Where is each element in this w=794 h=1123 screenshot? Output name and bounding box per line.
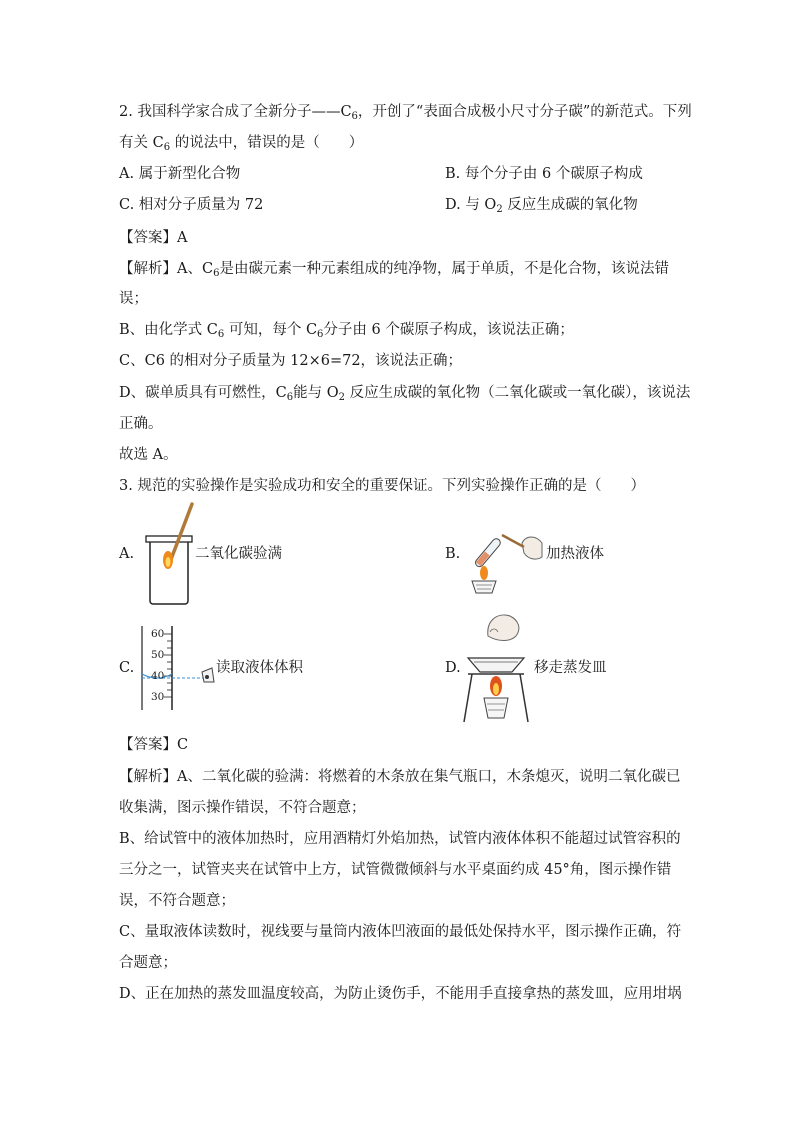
q3-explanation-line-4: 三分之一，试管夹夹在试管中上方，试管微微倾斜与水平桌面约成 45°角，图示操作错 [119, 862, 672, 878]
q3-figure-a-letter: A. [119, 546, 135, 562]
q3-figure-d-label: 移走蒸发皿 [534, 660, 607, 676]
q3-answer: 【答案】C [119, 737, 189, 753]
q3-explanation-line-8: D、正在加热的蒸发皿温度较高，为防止烫伤手，不能用手直接拿热的蒸发皿，应用坩埚 [119, 986, 682, 1002]
q2-option-b: B. 每个分子由 6 个碳原子构成 [445, 166, 643, 182]
q3-explanation-line-7: 合题意； [119, 955, 177, 971]
q3-stem: 3. 规范的实验操作是实验成功和安全的重要保证。下列实验操作正确的是（ ） [119, 478, 645, 494]
q2-explanation-line-5: D、碳单质具有可燃性，$C_6$能与 $O_2$ 反应生成碳的氧化物（二氧化碳或一氧化碳），该说法 [119, 385, 691, 403]
q2-option-d: D. 与 $O_2$ 反应生成碳的氧化物 [445, 197, 638, 215]
q2-option-c: C. 相对分子质量为 72 [119, 197, 264, 213]
q2-explanation-line-1: 【解析】A、$C_6$是由碳元素一种元素组成的纯净物，属于单质，不是化合物，该说法错 [119, 261, 669, 279]
gas-bottle-with-burning-stick-figure [140, 500, 200, 608]
q2-answer: 【答案】A [119, 230, 188, 246]
q3-figure-c-letter: C. [119, 660, 135, 676]
q3-explanation-line-5: 误，不符合题意； [119, 893, 235, 909]
test-tube-heating-figure [462, 515, 544, 595]
q2-explanation-line-2: 误； [119, 291, 148, 307]
q2-choose: 故选 A。 [119, 447, 178, 463]
q2-explanation-line-3: B、由化学式 $C_6$ 可知，每个 $C_6$分子由 6 个碳原子构成，该说法正确； [119, 322, 574, 340]
q3-figure-c-label: 读取液体体积 [216, 660, 303, 676]
evaporating-dish-on-tripod-figure [460, 606, 532, 724]
q2-explanation-line-6: 正确。 [119, 416, 163, 432]
q3-figure-a-label: 二氧化碳验满 [195, 546, 282, 562]
q3-explanation-line-3: B、给试管中的液体加热时，应用酒精灯外焰加热，试管内液体体积不能超过试管容积的 [119, 831, 681, 847]
q2-stem-line-1: 2. 我国科学家合成了全新分子$——C_6$，开创了“表面合成极小尺寸分子碳”的新范式。下列 [119, 104, 692, 122]
q2-explanation-line-4: C、C6 的相对分子质量为 12×6=72，该说法正确； [119, 353, 463, 369]
cylinder-tick-60: 60 [151, 628, 165, 640]
q3-figure-d-letter: D. [445, 660, 461, 676]
q2-option-a: A. 属于新型化合物 [119, 166, 241, 182]
q3-explanation-line-2: 收集满，图示操作错误，不符合题意； [119, 800, 366, 816]
cylinder-tick-40: 40 [151, 670, 165, 682]
cylinder-tick-50: 50 [151, 649, 165, 661]
q3-figure-b-letter: B. [445, 546, 461, 562]
q3-explanation-line-6: C、量取液体读数时，视线要与量筒内液体凹液面的最低处保持水平，图示操作正确，符 [119, 924, 682, 940]
q2-stem-line-2: 有关 $C_6$ 的说法中，错误的是（ ） [119, 135, 364, 153]
q3-figure-b-label: 加热液体 [546, 546, 604, 562]
graduated-cylinder-figure [138, 624, 218, 712]
q3-explanation-line-1: 【解析】A、二氧化碳的验满：将燃着的木条放在集气瓶口，木条熄灭，说明二氧化碳已 [119, 769, 681, 785]
cylinder-tick-30: 30 [151, 691, 165, 703]
